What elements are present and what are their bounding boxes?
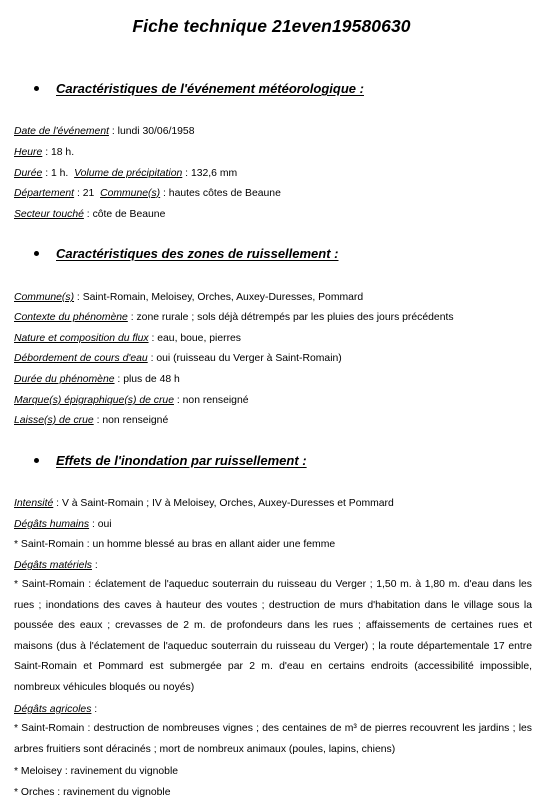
field-nature-label: Nature et composition du flux [14, 333, 149, 344]
bullet-icon [34, 251, 39, 256]
bullet-icon [34, 458, 39, 463]
field-nature [14, 332, 241, 345]
field-duree-volume [14, 167, 237, 180]
field-duree-phenomene [14, 373, 180, 386]
field-commune-value: : hautes côtes de Beaune [160, 188, 281, 199]
field-intensite [14, 497, 394, 510]
field-laisses-value: : non renseigné [93, 415, 169, 426]
field-marques-value: : non renseigné [173, 395, 249, 406]
field-debordement [14, 352, 342, 365]
section-heading-effets [34, 453, 307, 468]
field-marques [14, 394, 249, 407]
document-title: Fiche technique 21even19580630 [132, 16, 411, 36]
field-degats-agricoles-value: : [91, 704, 98, 715]
field-date [14, 125, 195, 138]
section-heading-ruissellement-text: Caractéristiques des zones de ruissellement : [56, 246, 339, 261]
degats-orches-detail: * Orches : ravinement du vignoble [14, 787, 171, 798]
field-volume-value: : 132,6 mm [182, 168, 238, 179]
field-duree-phenomene-label: Durée du phénomène [14, 374, 115, 385]
field-communes [14, 291, 363, 304]
field-degats-agricoles-label: Dégâts agricoles [14, 704, 92, 715]
field-laisses [14, 414, 168, 427]
field-commune-label: Commune(s) [100, 188, 161, 199]
field-degats-materiels-label: Dégâts matériels [14, 560, 92, 571]
field-contexte-label: Contexte du phénomène [14, 312, 128, 323]
field-secteur [14, 208, 165, 221]
field-departement-label: Département [14, 188, 75, 199]
degats-humains-detail: * Saint-Romain : un homme blessé au bras en allant aider une femme [14, 539, 336, 550]
field-debordement-label: Débordement de cours d'eau [14, 353, 148, 364]
section-heading-meteo-text: Caractéristiques de l'événement météorologique : [56, 81, 364, 96]
degats-agricoles-detail: * Saint-Romain : destruction de nombreuses vignes ; des centaines de m³ de pierres recouvrent les jardins ; les arbres fruitiers sont déracinés ; mort de nombreux animaux (poules, lapins, chiens) [14, 723, 532, 755]
field-departement-commune [14, 187, 281, 200]
field-duree-label: Durée [14, 168, 43, 179]
degats-materiels-detail: * Saint-Romain : éclatement de l'aqueduc souterrain du ruisseau du Verger ; 1,50 m. à 1,80 m. d'eau dans les rues ; inondations des caves à hauteur des voutes ; destruction de murs d'habitation dans le village sous la poussée des eaux ; crevasses de 2 m. de profondeurs dans les rues ; affaissements de certaines rues et maisons (dus à l'éclatement de l'aqueduc souterrain du ruisseau du Verger) ; la route départementale 17 entre Saint-Romain et Pommard est submergée par 2 m. d'eau en certains endroits (accessibilité impossible, nombreux véhicules bloqués ou noyés) [14, 579, 532, 693]
section-heading-meteo [34, 81, 364, 96]
field-secteur-value: : côte de Beaune [83, 209, 166, 220]
section-heading-ruissellement [34, 246, 339, 261]
bullet-icon [34, 86, 39, 91]
field-degats-humains [14, 518, 112, 531]
field-debordement-value: : oui (ruisseau du Verger à Saint-Romain) [147, 353, 342, 364]
field-intensite-value: : V à Saint-Romain ; IV à Meloisey, Orches, Auxey-Duresses et Pommard [53, 498, 394, 509]
field-contexte-value: : zone rurale ; sols déjà détrempés par les pluies des jours précédents [127, 312, 454, 323]
field-marques-label: Marque(s) épigraphique(s) de crue [14, 395, 174, 406]
field-secteur-label: Secteur touché [14, 209, 84, 220]
field-contexte [14, 311, 454, 324]
field-degats-humains-value: : oui [89, 519, 112, 530]
field-communes-value: : Saint-Romain, Meloisey, Orches, Auxey-Duresses, Pommard [74, 292, 364, 303]
field-heure-value: : 18 h. [42, 147, 75, 158]
field-nature-value: : eau, boue, pierres [148, 333, 241, 344]
field-heure-label: Heure [14, 147, 43, 158]
field-degats-materiels-value: : [91, 560, 98, 571]
field-volume-label: Volume de précipitation [74, 168, 183, 179]
field-date-label: Date de l'événement [14, 126, 109, 137]
field-degats-agricoles [14, 703, 97, 716]
field-departement-value: : 21 [74, 188, 101, 199]
field-date-value: : lundi 30/06/1958 [108, 126, 195, 137]
field-degats-materiels [14, 559, 98, 572]
degats-meloisey-detail: * Meloisey : ravinement du vignoble [14, 766, 179, 777]
section-heading-effets-text: Effets de l'inondation par ruissellement : [56, 453, 307, 468]
field-duree-phenomene-value: : plus de 48 h [114, 374, 180, 385]
field-degats-humains-label: Dégâts humains [14, 519, 90, 530]
field-intensite-label: Intensité [14, 498, 54, 509]
field-laisses-label: Laisse(s) de crue [14, 415, 94, 426]
field-duree-value: : 1 h. [42, 168, 75, 179]
field-communes-label: Commune(s) [14, 292, 75, 303]
field-heure [14, 146, 74, 159]
